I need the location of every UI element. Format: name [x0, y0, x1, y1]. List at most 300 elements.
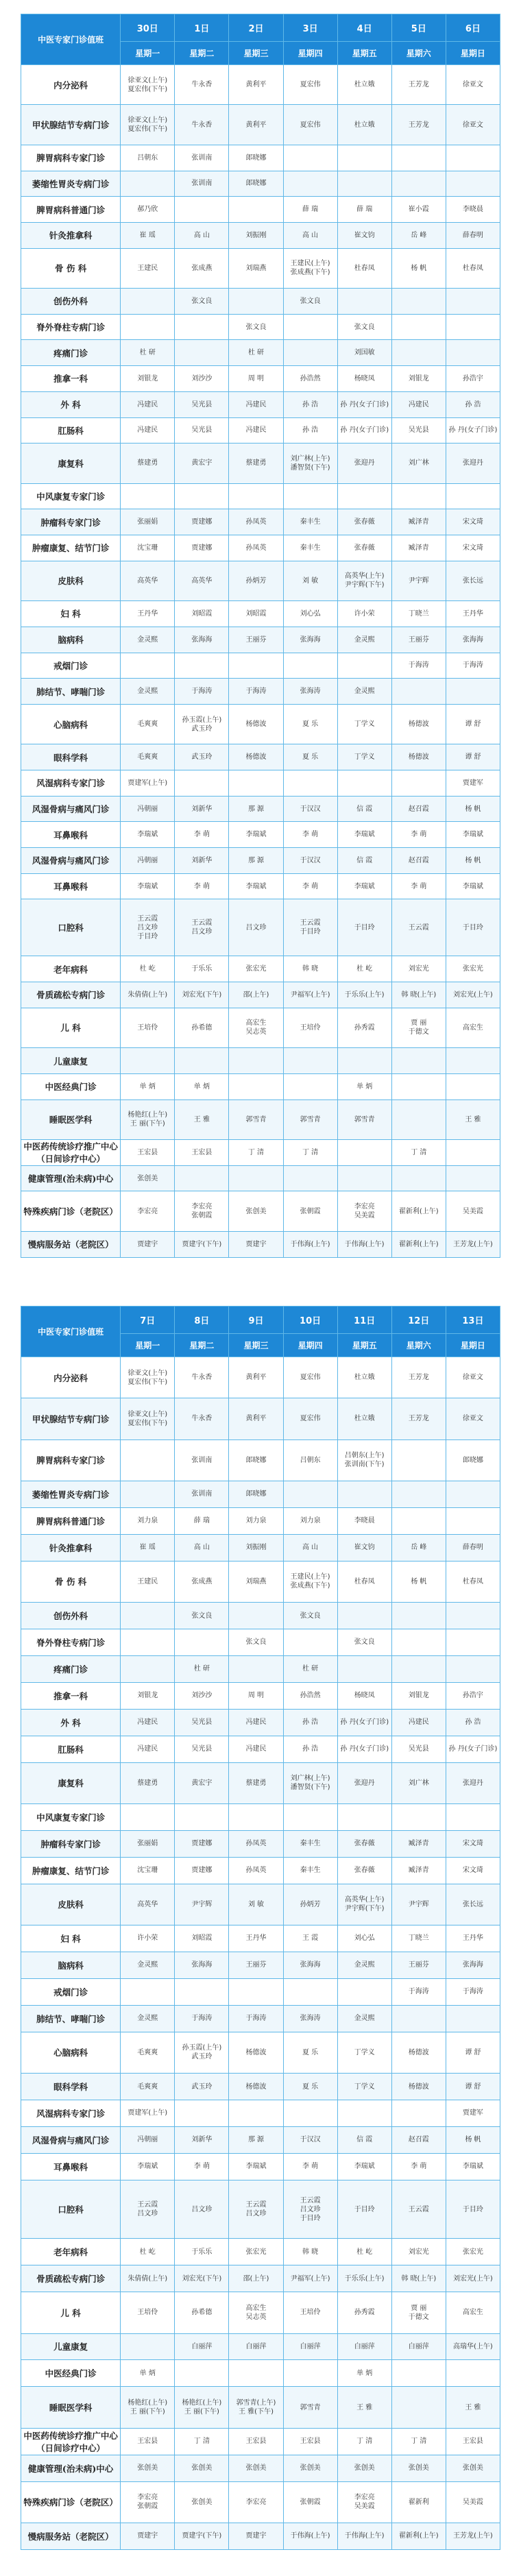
doctor-cell [229, 2153, 283, 2180]
department-name: 肿瘤科专家门诊 [21, 1830, 121, 1857]
doctor-name: 毛爽爽 [137, 753, 158, 762]
department-name: 风湿病科专家门诊 [21, 2100, 121, 2126]
doctor-cell [337, 2481, 391, 2523]
doctor-cell [446, 2428, 500, 2455]
doctor-cell [337, 145, 391, 171]
doctor-name: 杨艳红(上午) [128, 2399, 168, 2407]
doctor-name: 张迎丹 [354, 1779, 375, 1787]
doctor-cell [391, 2333, 446, 2360]
doctor-cell [391, 2032, 446, 2073]
doctor-name: 贾建娜 [191, 1840, 213, 1848]
department-name: 脑病科 [21, 1952, 121, 1978]
doctor-name: 吴光县 [191, 1718, 213, 1727]
doctor-name: 冯建民 [245, 426, 267, 435]
doctor-name: 杨 帆 [465, 856, 481, 864]
doctor-cell [391, 1099, 446, 1139]
doctor-cell [391, 1655, 446, 1682]
date-header: 12日 [391, 1307, 446, 1334]
doctor-cell [446, 1073, 500, 1099]
department-name: 肿瘤康复、结节门诊 [21, 535, 121, 561]
doctor-cell [446, 2239, 500, 2265]
doctor-name: 臧泽青 [408, 544, 429, 552]
doctor-cell [283, 1099, 337, 1139]
doctor-cell [175, 1048, 229, 1074]
doctor-cell [121, 314, 175, 340]
department-name: 中医经典门诊 [21, 2360, 121, 2387]
doctor-name: 信 霞 [356, 2136, 373, 2144]
doctor-cell [391, 627, 446, 653]
doctor-cell [283, 197, 337, 223]
doctor-name: 于伟海(上午) [344, 1240, 385, 1248]
doctor-name: 孙 丹(女子门诊) [340, 1718, 389, 1727]
doctor-name: 李瑞斌 [354, 831, 375, 839]
doctor-name: 于目玲 [462, 2205, 483, 2213]
doctor-name: 贾建宇 [245, 1240, 267, 1248]
table-row [21, 561, 500, 600]
doctor-name: 白丽萍 [300, 2342, 321, 2350]
doctor-cell [283, 483, 337, 509]
doctor-cell [229, 2239, 283, 2265]
doctor-cell [121, 417, 175, 443]
doctor-name: 许小荣 [354, 609, 375, 618]
doctor-cell [446, 848, 500, 874]
doctor-name: 孙 丹(女子门诊) [340, 400, 389, 409]
date-header: 30日 [121, 14, 175, 42]
doctor-cell [446, 1099, 500, 1139]
doctor-cell [229, 627, 283, 653]
doctor-cell [121, 1830, 175, 1857]
department-name: 睡眠医学科 [21, 1099, 121, 1139]
doctor-name: 金灵熙 [137, 1961, 158, 1969]
doctor-name: 吴志英 [245, 1028, 267, 1036]
doctor-cell [121, 1099, 175, 1139]
table-row [21, 2239, 500, 2265]
doctor-cell [175, 2126, 229, 2153]
doctor-cell [391, 822, 446, 848]
doctor-cell [121, 366, 175, 392]
department-name: 肿瘤康复、结节门诊 [21, 1857, 121, 1884]
doctor-name: 尹宇辉(下午) [344, 581, 385, 590]
doctor-cell [391, 2074, 446, 2100]
doctor-name: 贾建宇 [137, 2532, 158, 2540]
doctor-name: 丁 清 [411, 2438, 427, 2446]
doctor-name: 孙 浩 [302, 1718, 319, 1727]
table-row [21, 1603, 500, 1629]
doctor-cell [229, 171, 283, 197]
doctor-cell [121, 1048, 175, 1074]
doctor-cell [337, 248, 391, 288]
department-name: 中医药传统诊疗推广中心（日间诊疗中心） [21, 2428, 121, 2455]
doctor-cell [446, 601, 500, 627]
doctor-cell [283, 417, 337, 443]
doctor-cell [391, 222, 446, 248]
doctor-cell [229, 2180, 283, 2239]
doctor-cell [391, 1952, 446, 1978]
doctor-cell [121, 340, 175, 366]
doctor-cell [446, 2455, 500, 2481]
doctor-cell [283, 2333, 337, 2360]
doctor-cell [391, 2153, 446, 2180]
table-row [21, 1165, 500, 1191]
doctor-name: 孙凤英 [245, 544, 267, 552]
doctor-name: 张海海 [300, 1961, 321, 1969]
doctor-cell [175, 2333, 229, 2360]
doctor-name: 高英华 [191, 576, 213, 585]
doctor-cell [229, 1507, 283, 1534]
doctor-name: 王芳龙 [408, 1374, 429, 1382]
doctor-cell [446, 653, 500, 679]
doctor-cell [446, 535, 500, 561]
doctor-cell [229, 1709, 283, 1736]
doctor-name: 郭雪青(上午) [236, 2399, 276, 2407]
doctor-name: 郎晓娜 [245, 1490, 267, 1498]
doctor-name: 武玉玲 [191, 2053, 213, 2061]
doctor-name: 郭雪青 [354, 1115, 375, 1123]
table-row [21, 1048, 500, 1074]
doctor-cell [446, 982, 500, 1008]
doctor-name: 贾建娜 [191, 1867, 213, 1875]
doctor-cell [391, 2005, 446, 2032]
doctor-name: 张宏光 [245, 2248, 267, 2256]
table-row [21, 1762, 500, 1803]
doctor-cell [121, 1655, 175, 1682]
doctor-cell [229, 1140, 283, 1166]
doctor-name: 尹福军(上午) [290, 2274, 330, 2283]
doctor-cell [391, 1736, 446, 1762]
doctor-cell [446, 248, 500, 288]
doctor-name: 薛春明 [462, 231, 483, 239]
doctor-name: 薛 瑞 [193, 1517, 210, 1525]
doctor-name: 丁 清 [356, 2438, 373, 2446]
doctor-cell [337, 1008, 391, 1047]
doctor-name: 孙秀霞 [354, 1023, 375, 1032]
doctor-cell [337, 1507, 391, 1534]
doctor-cell [337, 704, 391, 744]
doctor-name: 刘宏光 [408, 965, 429, 973]
doctor-cell [337, 289, 391, 315]
doctor-name: 沈宝珊 [137, 1867, 158, 1875]
doctor-name: 刘广林 [408, 459, 429, 467]
doctor-cell [283, 1073, 337, 1099]
doctor-cell [175, 1925, 229, 1952]
doctor-cell [391, 653, 446, 679]
doctor-name: 张文良 [354, 1638, 375, 1647]
doctor-name: 王宏县 [191, 1148, 213, 1156]
doctor-name: 李瑞斌 [354, 2163, 375, 2171]
table-row [21, 145, 500, 171]
doctor-name: 贾 丽 [411, 1019, 427, 1028]
doctor-name: 张丽娟 [137, 518, 158, 526]
doctor-cell [229, 1048, 283, 1074]
department-name: 特殊疾病门诊（老院区） [21, 1191, 121, 1231]
doctor-name: 谭 舒 [465, 2048, 481, 2056]
doctor-cell [337, 2126, 391, 2153]
doctor-name: 武玉玲 [191, 2082, 213, 2091]
doctor-cell [391, 2100, 446, 2126]
doctor-cell [391, 982, 446, 1008]
doctor-name: 高 山 [302, 231, 319, 239]
doctor-name: 杜立娥 [354, 1415, 375, 1423]
doctor-name: 刘心弘 [354, 1934, 375, 1943]
table-row [21, 417, 500, 443]
doctor-cell [175, 289, 229, 315]
doctor-cell [391, 197, 446, 223]
department-name: 耳鼻喉科 [21, 822, 121, 848]
doctor-cell [391, 366, 446, 392]
department-name: 健康管理(治未病)中心 [21, 1165, 121, 1191]
doctor-name: 张朝霞 [300, 1207, 321, 1215]
doctor-cell [391, 535, 446, 561]
doctor-cell [175, 2180, 229, 2239]
doctor-name: 岳 峰 [411, 1544, 427, 1552]
table-row [21, 2360, 500, 2387]
doctor-name: 于海涛 [191, 2015, 213, 2023]
doctor-cell [175, 770, 229, 797]
doctor-cell [121, 1978, 175, 2005]
doctor-cell [229, 1357, 283, 1398]
doctor-cell [229, 197, 283, 223]
doctor-name: 薛春明 [462, 1544, 483, 1552]
doctor-cell [121, 65, 175, 105]
doctor-cell [337, 679, 391, 705]
doctor-cell [446, 2292, 500, 2333]
doctor-name: 徐亚文(上午) [128, 76, 168, 84]
doctor-cell [391, 314, 446, 340]
doctor-cell [337, 982, 391, 1008]
doctor-cell [337, 848, 391, 874]
doctor-cell [283, 2428, 337, 2455]
doctor-name: 黄宏宇 [191, 1779, 213, 1787]
doctor-cell [175, 2153, 229, 2180]
doctor-cell [337, 956, 391, 982]
doctor-name: 李瑞斌 [245, 882, 267, 890]
doctor-cell [446, 1191, 500, 1231]
doctor-cell [391, 2239, 446, 2265]
weekday-header: 星期日 [446, 42, 500, 65]
doctor-name: 李瑞斌 [245, 2163, 267, 2171]
department-name: 内分泌科 [21, 65, 121, 105]
doctor-name: 吴光县 [191, 426, 213, 435]
doctor-name: 张迎丹 [354, 459, 375, 467]
doctor-cell [446, 2481, 500, 2523]
doctor-name: 李 萌 [302, 882, 319, 890]
doctor-name: 冯建民 [137, 1745, 158, 1753]
doctor-name: 孙凤英 [245, 1840, 267, 1848]
table-row [21, 1231, 500, 1257]
doctor-name: 杨 帆 [411, 1577, 427, 1585]
doctor-cell [283, 2239, 337, 2265]
doctor-cell [391, 1830, 446, 1857]
doctor-cell [283, 982, 337, 1008]
doctor-cell [175, 1481, 229, 1507]
doctor-cell [446, 956, 500, 982]
doctor-cell [337, 1603, 391, 1629]
doctor-name: 韩 晓(上午) [401, 2274, 437, 2283]
table-row [21, 2032, 500, 2073]
doctor-cell [175, 2481, 229, 2523]
doctor-cell [175, 744, 229, 770]
doctor-name: 韩 晓(上午) [401, 991, 437, 999]
doctor-cell [175, 1803, 229, 1830]
doctor-name: 夏宏伟 [300, 1374, 321, 1382]
doctor-cell [229, 899, 283, 956]
doctor-cell [121, 1534, 175, 1561]
doctor-cell [121, 1357, 175, 1398]
doctor-name: 刘银龙 [137, 1692, 158, 1700]
department-name: 脑病科 [21, 627, 121, 653]
doctor-cell [121, 289, 175, 315]
doctor-name: 刘昭霞 [245, 609, 267, 618]
doctor-cell [337, 1884, 391, 1925]
doctor-cell [283, 1629, 337, 1656]
doctor-cell [283, 145, 337, 171]
doctor-name: 王云霞 [245, 2201, 267, 2209]
doctor-cell [446, 1884, 500, 1925]
doctor-name: 贾建军(上午) [128, 2109, 168, 2117]
doctor-name: 李宏亮 [354, 1203, 375, 1211]
department-name: 慢病服务站（老院区） [21, 2523, 121, 2549]
doctor-cell [121, 535, 175, 561]
doctor-name: 牛永香 [191, 121, 213, 129]
doctor-cell [229, 1603, 283, 1629]
doctor-cell [337, 1439, 391, 1481]
table-row [21, 483, 500, 509]
doctor-cell [283, 873, 337, 899]
doctor-name: 孙希德 [191, 2309, 213, 2317]
doctor-cell [175, 601, 229, 627]
table-row [21, 1357, 500, 1398]
doctor-name: 王芳龙 [408, 81, 429, 89]
doctor-cell [121, 1925, 175, 1952]
doctor-cell [337, 1048, 391, 1074]
department-name: 风湿病科专家门诊 [21, 770, 121, 797]
doctor-cell [121, 1165, 175, 1191]
department-name: 疼痛门诊 [21, 340, 121, 366]
doctor-name: 夏宏伟 [300, 1415, 321, 1423]
doctor-name: 刘广林(上午) [290, 454, 330, 463]
doctor-name: 李瑞斌 [462, 882, 483, 890]
doctor-name: 张宏光 [462, 2248, 483, 2256]
table-row [21, 2292, 500, 2333]
doctor-name: 张春薇 [354, 1840, 375, 1848]
doctor-cell [391, 2387, 446, 2428]
doctor-cell [337, 1534, 391, 1561]
table-row [21, 770, 500, 797]
doctor-name: 杜立娥 [354, 81, 375, 89]
doctor-name: 张海海 [191, 635, 213, 644]
doctor-name: 蔡建勇 [245, 459, 267, 467]
doctor-name: 夏宏伟(下午) [128, 1419, 168, 1427]
doctor-cell [391, 1231, 446, 1257]
doctor-name: 牛永香 [191, 1415, 213, 1423]
doctor-cell [175, 2523, 229, 2549]
table-row [21, 1507, 500, 1534]
doctor-name: 赵召霞 [408, 856, 429, 864]
doctor-name: 单 炳 [356, 1082, 373, 1091]
doctor-name: 冯朝丽 [137, 856, 158, 864]
doctor-name: 武玉玲 [191, 725, 213, 733]
doctor-cell [391, 2180, 446, 2239]
doctor-cell [175, 1357, 229, 1398]
doctor-cell [121, 2126, 175, 2153]
doctor-name: 王丹华 [245, 1934, 267, 1943]
doctor-name: 孙玉霞(上午) [182, 2044, 222, 2052]
doctor-cell [283, 1603, 337, 1629]
doctor-cell [175, 1952, 229, 1978]
doctor-cell [121, 2074, 175, 2100]
doctor-cell [175, 483, 229, 509]
doctor-name: 刘心弘 [300, 609, 321, 618]
doctor-name: 崔 瑶 [139, 231, 156, 239]
doctor-cell [175, 1830, 229, 1857]
doctor-cell [229, 2523, 283, 2549]
doctor-cell [229, 509, 283, 535]
doctor-name: 武玉玲 [191, 753, 213, 762]
doctor-name: 杨艳红(上午) [128, 1111, 168, 1119]
doctor-cell [175, 1507, 229, 1534]
doctor-cell [121, 704, 175, 744]
doctor-cell [391, 2481, 446, 2523]
doctor-cell [283, 1978, 337, 2005]
doctor-name: 王丹华 [462, 1934, 483, 1943]
doctor-name: 冯建民 [137, 1718, 158, 1727]
doctor-cell [337, 2074, 391, 2100]
table-row [21, 1830, 500, 1857]
doctor-cell [446, 1709, 500, 1736]
doctor-cell [229, 483, 283, 509]
doctor-cell [391, 1008, 446, 1047]
department-name: 风湿骨病与痛风门诊 [21, 796, 121, 822]
table-row [21, 679, 500, 705]
department-name: 骨质疏松专病门诊 [21, 2265, 121, 2292]
doctor-cell [229, 1561, 283, 1602]
doctor-cell [229, 289, 283, 315]
doctor-cell [446, 105, 500, 145]
doctor-cell [391, 391, 446, 417]
department-name: 内分泌科 [21, 1357, 121, 1398]
doctor-name: 白丽萍 [245, 2342, 267, 2350]
doctor-name: 孙凤英 [245, 518, 267, 526]
doctor-cell [446, 509, 500, 535]
doctor-name: 孙玉霞(上午) [182, 716, 222, 724]
doctor-name: 张海海 [462, 1961, 483, 1969]
doctor-name: 单 炳 [139, 2369, 156, 2377]
doctor-cell [446, 171, 500, 197]
doctor-cell [175, 314, 229, 340]
doctor-cell [283, 1507, 337, 1534]
schedule-table-1 [21, 14, 500, 1258]
department-name: 推拿一科 [21, 366, 121, 392]
doctor-name: 尹宇辉 [408, 1900, 429, 1908]
doctor-cell [283, 2360, 337, 2387]
doctor-name: 夏 乐 [302, 753, 319, 762]
doctor-cell [121, 105, 175, 145]
doctor-cell [121, 2333, 175, 2360]
doctor-cell [175, 653, 229, 679]
doctor-cell [391, 1073, 446, 1099]
doctor-cell [391, 770, 446, 797]
doctor-name: 张创美 [300, 2464, 321, 2472]
doctor-cell [446, 1925, 500, 1952]
doctor-name: 李 萌 [302, 831, 319, 839]
doctor-cell [337, 822, 391, 848]
doctor-cell [337, 197, 391, 223]
doctor-name: 刘力泉 [245, 1517, 267, 1525]
doctor-cell [337, 627, 391, 653]
doctor-cell [337, 2292, 391, 2333]
doctor-cell [446, 1736, 500, 1762]
doctor-cell [337, 1803, 391, 1830]
